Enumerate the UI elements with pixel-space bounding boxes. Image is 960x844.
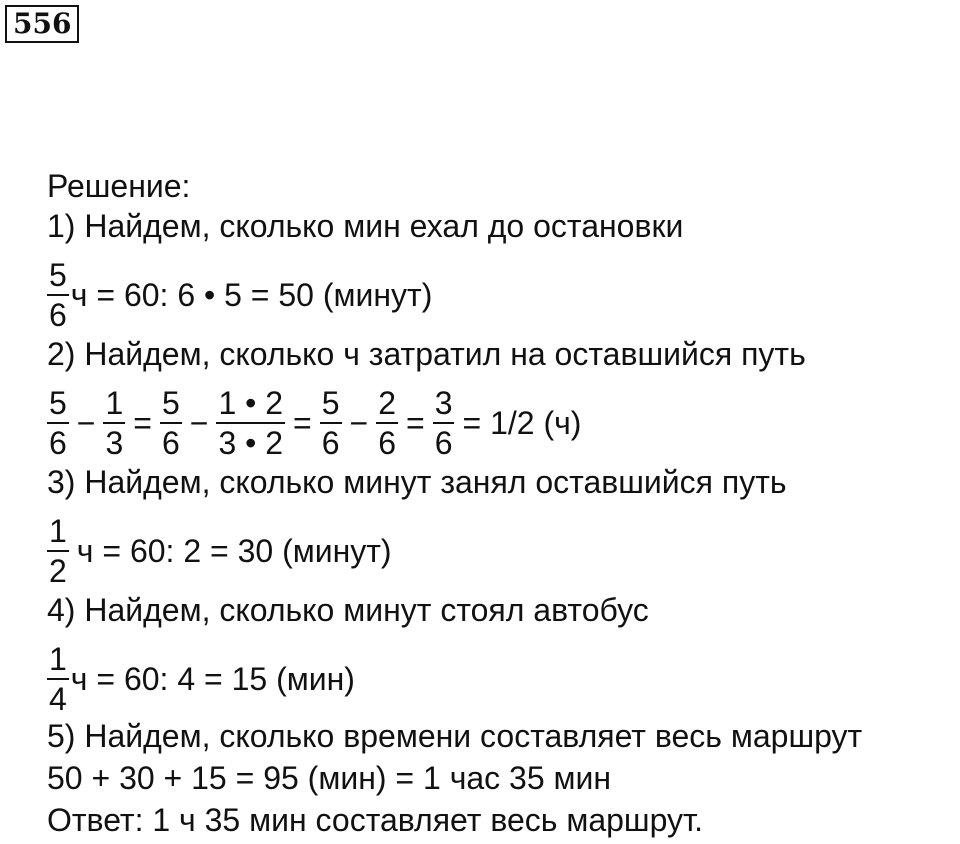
numerator: 1 <box>105 385 124 421</box>
fraction <box>47 640 69 718</box>
step-2-text: 2) Найдем, сколько ч затратил на оставшийся путь <box>47 336 806 372</box>
denominator: 6 <box>161 425 180 461</box>
fraction <box>376 384 398 462</box>
numerator: 1 <box>49 513 67 549</box>
fraction <box>47 384 69 462</box>
operator: − <box>76 404 96 441</box>
denominator: 6 <box>434 425 453 461</box>
fraction <box>216 384 285 462</box>
numerator: 5 <box>49 257 67 293</box>
equation-4-rest: ч = 60: 4 = 15 (мин) <box>70 660 355 697</box>
operator: = <box>293 404 312 441</box>
equation-2-rest: = 1/2 (ч) <box>462 404 582 441</box>
answer-text: Ответ: 1 ч 35 мин составляет весь маршрут. <box>47 802 704 838</box>
operator: = <box>133 404 152 441</box>
operator: − <box>189 404 209 441</box>
operator: = <box>406 404 425 441</box>
solution-heading: Решение: <box>47 168 191 204</box>
denominator: 6 <box>321 425 340 461</box>
denominator: 6 <box>378 425 396 461</box>
fraction <box>160 384 182 462</box>
step-1-text: 1) Найдем, сколько мин ехал до остановки <box>47 208 684 244</box>
numerator: 5 <box>321 385 340 421</box>
step-5-text: 5) Найдем, сколько времени составляет весь маршрут <box>47 718 863 754</box>
denominator: 3 <box>105 425 124 461</box>
fraction <box>320 384 342 462</box>
fraction <box>47 512 69 590</box>
equation-1-rest: ч = 60: 6 • 5 = 50 (минут) <box>70 276 433 313</box>
denominator: 6 <box>49 425 67 461</box>
denominator: 4 <box>49 681 67 717</box>
equation-3 <box>45 506 398 596</box>
numerator: 3 <box>434 385 453 421</box>
equation-3-rest: ч = 60: 2 = 30 (минут) <box>76 532 392 569</box>
step-3-text: 3) Найдем, сколько минут занял оставшийся путь <box>47 464 787 500</box>
fraction <box>47 256 69 334</box>
numerator: 5 <box>161 385 180 421</box>
numerator: 1 • 2 <box>218 385 284 421</box>
denominator: 6 <box>49 297 67 333</box>
equation-1 <box>45 250 432 340</box>
fraction <box>433 384 455 462</box>
denominator: 2 <box>49 553 67 589</box>
equation-4 <box>45 634 355 724</box>
numerator: 2 <box>378 385 396 421</box>
step-4-text: 4) Найдем, сколько минут стоял автобус <box>47 592 649 628</box>
problem-number: 556 <box>5 5 79 43</box>
operator: − <box>349 404 369 441</box>
denominator: 3 • 2 <box>218 425 284 461</box>
equation-5: 50 + 30 + 15 = 95 (мин) = 1 час 35 мин <box>47 760 612 796</box>
fraction <box>103 384 125 462</box>
equation-2 <box>45 378 587 468</box>
numerator: 1 <box>49 641 67 677</box>
numerator: 5 <box>49 385 67 421</box>
